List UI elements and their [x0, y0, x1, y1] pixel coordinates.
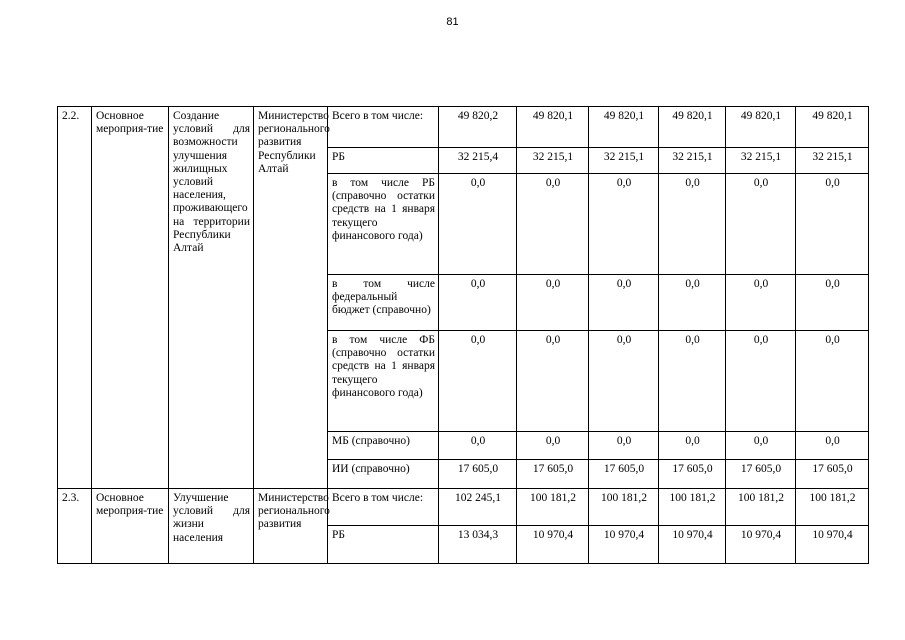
value-cell: 0,0	[659, 275, 726, 331]
funding-source-label: РБ	[328, 148, 439, 174]
value-cell: 17 605,0	[439, 460, 517, 489]
value-cell: 100 181,2	[517, 489, 589, 526]
value-cell: 32 215,1	[726, 148, 796, 174]
value-cell: 17 605,0	[517, 460, 589, 489]
value-cell: 0,0	[439, 432, 517, 460]
funding-source-label: в том числе РБ (справочно остатки средств на 1 января текущего финансового года)	[328, 174, 439, 275]
value-cell: 0,0	[796, 275, 869, 331]
value-cell: 0,0	[517, 331, 589, 432]
value-cell: 0,0	[796, 432, 869, 460]
funding-source-label: в том числе ФБ (справочно остатки средств на 1 января текущего финансового года)	[328, 331, 439, 432]
item-number: 2.2.	[58, 107, 92, 489]
value-cell: 0,0	[589, 331, 659, 432]
table-row	[58, 489, 869, 526]
value-cell: 0,0	[517, 275, 589, 331]
value-cell: 0,0	[517, 432, 589, 460]
value-cell: 17 605,0	[589, 460, 659, 489]
value-cell: 0,0	[589, 432, 659, 460]
value-cell: 0,0	[517, 174, 589, 275]
funding-source-label: МБ (справочно)	[328, 432, 439, 460]
value-cell: 49 820,1	[796, 107, 869, 148]
value-cell: 0,0	[726, 331, 796, 432]
value-cell: 0,0	[439, 331, 517, 432]
value-cell: 49 820,1	[659, 107, 726, 148]
value-cell: 0,0	[589, 174, 659, 275]
value-cell: 32 215,1	[589, 148, 659, 174]
value-cell: 13 034,3	[439, 526, 517, 564]
table-row	[58, 107, 869, 148]
item-type: Основное мероприя-тие	[92, 489, 169, 564]
value-cell: 0,0	[439, 174, 517, 275]
funding-source-label: Всего в том числе:	[328, 107, 439, 148]
value-cell: 0,0	[439, 275, 517, 331]
value-cell: 17 605,0	[659, 460, 726, 489]
value-cell: 49 820,1	[517, 107, 589, 148]
value-cell: 0,0	[726, 275, 796, 331]
value-cell: 0,0	[659, 174, 726, 275]
item-executor: Министерство регионального развития	[254, 489, 328, 564]
value-cell: 102 245,1	[439, 489, 517, 526]
page-number: 81	[446, 16, 459, 28]
value-cell: 49 820,1	[589, 107, 659, 148]
value-cell: 0,0	[659, 331, 726, 432]
value-cell: 0,0	[726, 432, 796, 460]
funding-source-label: РБ	[328, 526, 439, 564]
value-cell: 10 970,4	[726, 526, 796, 564]
value-cell: 100 181,2	[589, 489, 659, 526]
item-number: 2.3.	[58, 489, 92, 564]
value-cell: 100 181,2	[659, 489, 726, 526]
funding-source-label: в том числе федеральный бюджет (справочно)	[328, 275, 439, 331]
item-name: Создание условий для возможности улучшения жилищных условий населения, проживающего на территории Республики Алтай	[169, 107, 254, 489]
value-cell: 10 970,4	[659, 526, 726, 564]
item-name: Улучшение условий для жизни населения	[169, 489, 254, 564]
value-cell: 49 820,2	[439, 107, 517, 148]
value-cell: 17 605,0	[796, 460, 869, 489]
budget-table	[57, 106, 869, 564]
value-cell: 0,0	[726, 174, 796, 275]
value-cell: 0,0	[589, 275, 659, 331]
value-cell: 17 605,0	[726, 460, 796, 489]
value-cell: 32 215,1	[517, 148, 589, 174]
value-cell: 0,0	[796, 174, 869, 275]
value-cell: 100 181,2	[726, 489, 796, 526]
value-cell: 32 215,1	[796, 148, 869, 174]
funding-source-label: ИИ (справочно)	[328, 460, 439, 489]
item-type: Основное мероприя-тие	[92, 107, 169, 489]
value-cell: 10 970,4	[589, 526, 659, 564]
value-cell: 32 215,1	[659, 148, 726, 174]
value-cell: 0,0	[659, 432, 726, 460]
funding-source-label: Всего в том числе:	[328, 489, 439, 526]
value-cell: 10 970,4	[517, 526, 589, 564]
value-cell: 10 970,4	[796, 526, 869, 564]
value-cell: 49 820,1	[726, 107, 796, 148]
value-cell: 100 181,2	[796, 489, 869, 526]
value-cell: 0,0	[796, 331, 869, 432]
value-cell: 32 215,4	[439, 148, 517, 174]
item-executor: Министерство регионального развития Республики Алтай	[254, 107, 328, 489]
